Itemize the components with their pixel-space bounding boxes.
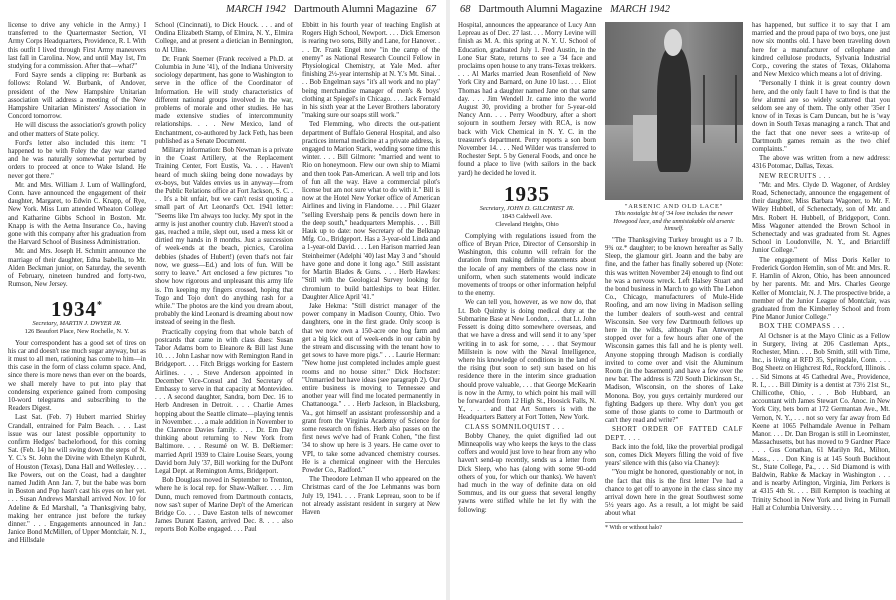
paragraph: "Personally I think it is great country down here, and the only fault I have to find is that the few alumni are so widely scattered that you seldom see any of them. The only other '35er I know of in Texas is Cam Duncan, but he is 'way down in South Texas managing a ranch. That and the fact that one never sees a write-up of Dartmouth games remain as the two chief complaints." [752, 80, 890, 154]
paragraph: School (Cincinnati), to Dick Houck. . . . and of Ondina Elizabeth Stamp, of Elmira, N. Y., Elmira College, and at present a dietician in Bennington, to Al Uline. [155, 22, 293, 54]
paragraph: He will discuss the association's growth policy and other matters of State policy. [8, 122, 146, 138]
paragraph: Dr. Frank Snerner (Frank received a Ph.D. at Columbia in June '41), of the Indiana University sociology department, has gone to Washington to serve in the office of the Coordinator of Information. He will study characteristics of different national groups involved in the war, problems of morale and other studies. He has made extensive studies of intercommunity relationships. . . . New Mexico, land of Enchantment, co-authored by Jack Feth, has been published as a Senate Document. [155, 55, 293, 145]
header-magazine: Dartmouth Alumni Magazine [293, 4, 418, 15]
paragraph: Jake Hekma: "Still district manager of the power company in Madison County, Ohio. Two daughters, one in the first grade. Only scoop is that we now own a 150-acre one hog farm and get a big kick out of week-ends in our cabin by the stream and discussing with the tenant how to get sows to have more pigs." . . . Laurie Herman: "New home just completed includes ample guest rooms and no house sitter." Dick Hochster: "Unmarried but have ideas (see paragraph 2). Our entire business is moving to Tennessee and another year will find me located permanently in Chattanooga." . . . Herb Jackson, in Blacksburg, Va., got himself an assistant professorship and a grant from the Virginia Academy of Science for some research on fishes. Herb also passes on the first news we've had of Frank Cohen, "the first '34 to show up here is 3 years. He came over to VPI, to take some advanced chemistry courses. He is a chemical engineer with the Hercules Powder Co., Radford." [302, 302, 440, 474]
paragraph: We can tell you, however, as we now do, that Lt. Bob Quimby is doing medical duty at the Submarine Base at New London, . . . that Lt. John Fessett is doing ditto somewhere overseas, and that we have a dress and will send it to any 'sper writing in to ask for some, . . . that Seymour Millstein is now with the Naval Intelligence, where his knowledge of conditions in the land of the rising (but soon to set) sun based on his residence there in the interim since graduation should prove valuable, . . . that George McKearin is now in the Army, to which point his mail will be forwarded from 12 High St., Hoosick Falls, N. Y., . . . and that Art Somers is with the Headquarters Battery at Fort Totten, New York. [458, 299, 596, 422]
class-1935-heading [458, 183, 596, 229]
paragraph: has happened, but suffice it to say that I am married and the proud papa of two boys, one just now six months old. I have been traveling down here for a manufacturer of cellophane and kindred cellulose products, Sylvania Industrial Corp., covering the states of Texas, Oklahoma and New Mexico which means a lot of driving. [752, 22, 890, 79]
paragraph: The Theodore Lehman II who appeared on the Christmas card of the Joe Lehmanns was born July 19, 1941. . . . Frank Lepreau, soon to be if not already assistant resident in surgery at New Haven [302, 476, 440, 516]
right-column-3 [752, 22, 890, 598]
photo-railing [703, 75, 737, 143]
class-address: 1843 Caldwell Ave. [501, 212, 553, 220]
section-heading: BOX THE COMPASS . . . [759, 323, 845, 331]
left-column-3 [302, 22, 440, 598]
class-secretary: Secretary, JOHN D. GILCHRIST JR. [479, 204, 575, 212]
footnote: * With or without halo? [605, 522, 743, 531]
class-year-star: * [97, 299, 103, 311]
left-column-1 [8, 22, 146, 598]
class-address: 126 Beaufort Place, New Rochelle, N. Y. [24, 327, 130, 335]
paragraph: Back into the fold, like the proverbial prodigal son, comes Dick Meyers filling the void of five years' silence with this (also via Chaney): [605, 443, 743, 468]
left-page [0, 0, 446, 600]
left-column-2 [155, 22, 293, 598]
paragraph: license to drive any vehicle in the Army.) I transferred to the Quartermaster Section, VI Army Corps Headquarters, Providence, R. I. With this outfit I lived through First Army maneuvers last fall in Carolina. Now, and until May 1st, I'm studying for a commission. After that—what?" [8, 22, 146, 71]
class-1934-heading [8, 295, 146, 336]
section-heading: SHORT ORDER OF FATTED CALF DEPT. . . . [605, 426, 743, 442]
page-number: 68 [460, 4, 471, 15]
photo-person [657, 47, 690, 172]
paragraph: Mr. and Mrs. Joseph H. Schmitt announce the marriage of their daughter, Edna Isabella, to Mr. Alden Beckman junior, on Saturday, the seventh of February, nineteen hundred and forty-two, Rumson, New Jersey. [8, 248, 146, 289]
paragraph: Ford's letter also included this item: "I happened to be with Foley the day war started and he was naturally somewhat perturbed by orders to proceed at once to Wake Island. He never got there." [8, 139, 146, 180]
class-year-number: 1934 [51, 296, 97, 321]
header-month: MARCH 1942 [610, 4, 670, 15]
photo-caption-text: This nostalgic bit of '34 love includes the newer Howgood lace, and the unmistakable old arsenic himself. [613, 210, 735, 233]
class-secretary: Secretary, MARTIN J. DWYER JR. [32, 319, 122, 327]
paragraph: Last Sat. (Feb. 7) Hubert married Shirley Crandall, entrained for Palm Beach. . . . Last issue was our latest possible opportunity to confirm Hedges' bachelorhood, for this coming Sat. (Feb. 14) he will swing down the steps of N. Y. C.'s St. John the Divine with Ethelyn Kuhrdt, of Houston (Texas), Dana Hall and Wellesley. . . . Ike Powers, out on the Coast, had a daughter named Judith Ann Jan. 7, but the babe was born in Boston and Pop hasn't cast his eyes on her yet. . . . Susan Andrews Marshall arrived Nov. 10 for Adeline & Ed Marshall, "a Thanksgiving baby, making her entrance just before the turkey dinner." . . . Engagements announced in Jan.: Janice Bond McMillen, of Upper Montclair, N. J., and Hillsdale [8, 414, 146, 545]
paragraph: Practically copying from that whole batch of postcards that came in with class dues: Susan Tabor Adams born to Eleanore & Bill last June 10. . . . John Lashar now with Remington Rand in Bridgeport. . . . Fitch Briggs working for Eastern Airlines. . . . Steve Anderson appointed in December Vice-Consul and 3rd Secretary of Embassy to serve in that capacity at Montevideo. . . . A second daughter, Sandra, born Dec. 16 to Herb Andresen in Detroit. . . . Charlie Ames hopping about the Seattle climate—playing tennis in November. . . . a male addition in November to the Clarence Davies family. . . . Dr. Em Day thinking about returning to New York from Baltimore. . . . Resumé on W. B. DeRiemer: married April 1939 to Claire Louise Sears, young David born July '37, Bill working for the DuPont Legal Dept. at Remington Arms, Bridgeport. [155, 328, 293, 475]
photo-person-head [664, 29, 682, 56]
paragraph: Mr. and Mrs. William J. Lum of Wallingford, Conn. have announced the engagement of their daughter, Margaret, to Edwin C. Knapp, of Rye, New York. Miss Lum attended Wheaton College and Katharine Gibbs School in Boston. Mr. Knapp is with the Aetna Insurance Co., having gone with this company after his graduation from the Harvard School of Business Administration. [8, 181, 146, 247]
paragraph: Military information: Bob Newman is a private in the Coast Artillery, at the Replacement Training Center, Fort Eustis, Va. . . . Haven't heard of much skiing being done nowadays by ex-boys, but Valdes envies us in anyway—from the Public Relations office at Fort Jackson, S. C. . . . It's a bit unfair, but we can't resist quoting a small part of Art Leonard's Oct. 1941 letter: "Seems like I'm always too lucky. My spot in the army is just another country club. Haven't stood a gas, reached a mile, slept out, used a mess kit or dirtied my hands in 8 months. Just a succession of week-ends at the beach, picnics, Carolina debbies (shades of Hubert!) (even that's not fair now, we guess—Ed.) and lots of fun. Will be sorry to leave." Art enclosed a few pictures "to show how rigorous and unpleasant this army life is. I'm keeping my fingers crossed, hoping that Togo and Tojo don't do anything rash for a while." The photos are the kind you dream about, probably the kind Leonard is dreaming about now instead of seeing in the flesh. [155, 147, 293, 327]
class-city: Cleveland Heights, Ohio [495, 220, 559, 228]
paragraph: Complying with regulations issued from the office of Bryan Price, Director of Censorship in Washington, this column will refrain for the duration from making definite statements about the locale of any members of the class now in uniform, when such statements would indicate movements of troops or other information helpful to the enemy. [458, 232, 596, 298]
right-page-header [460, 4, 670, 18]
page-number: 67 [425, 4, 436, 15]
photo-caption-title: "ARSENIC AND OLD LACE" [624, 203, 724, 210]
paragraph: Ford Sayre sends a clipping re: Burbank as follows: Roland W. Burbank, of Andover, president of the New Hampshire Unitarian association will address a meeting of the New Hampshire Unitarian Ministers' Association in Concord tomorrow. [8, 72, 146, 121]
paragraph: "You might be honored, questionably or not, in the fact that this is the first letter I've had a chance to get off to anyone in the class since my arrival down here in the great Southwest some 5½ years ago. As a result, a lot might be said about what [605, 469, 743, 518]
right-columns [458, 22, 890, 598]
header-magazine: Dartmouth Alumni Magazine [478, 4, 603, 15]
paragraph: The above was written from a new address: 4316 Potomac, Dallas, Texas. [752, 155, 890, 171]
class-year-number: 1935 [504, 181, 550, 206]
paragraph: Ebbitt in his fourth year of teaching English at Rogers High School, Newport. . . . Dick Emerson is rearing two sons, Billy and Lane, for Hanover. . . . Dr. Frank Engel now "in the camp of the enemy" as National Research Council Fellow in Physiological Chemistry, at Yale Med. after finishing 2½-year internship at N. Y.'s Mt. Sinai. . . . Bob Engelman says "it's all work and no play" being merchandise manager of men's & boys' clothing at Spiegel's in Chicago. . . . Jack Fernald in his sixth year at the Lever Brothers laboratory "making sure our soaps still work." [302, 22, 440, 120]
section-heading: CLASS SOMNILOQUIST . . . [465, 423, 565, 431]
paragraph: "The Thanksgiving Turkey brought us a 7 lb. 9¾ oz.* daughter; to be known hereafter as Sally Sleep, the glamour girl. Joann and the baby are fine, and the father has finally sobered up (Note: this was written November 24) enough to find out he was a nervous wreck. Left Halsey Stuart and the bond business in March to go with The Lehon Co., Chicago, manufacturers of Mule-Hide Roofing, and am now living in Madison selling the lumber dealers of south-west and central Wisconsin. See very few Dartmouth fellows up here in the wilds, although Fan Antwerpen stopped over for a few hours after one of the Wisconsin games this fall and he is plenty well. Anyone stopping through Madison is cordially invited to come over and visit the Aluminum Room (in the basement) and have a few over the new bar. The address is 720 South Dickinson St., Madison, Wisconsin, on the shores of Lake Monona. Boy, you guys certainly murdered our fighting Badgers up there. Why don't you get some of those giants to come to Dartmouth or can't they read and write?" [605, 236, 743, 425]
paragraph: Bob Douglass moved in September to Trenton, where he is local rep. for Shaw-Walker. . . . Jim Dunn, much removed from Dartmouth contacts, now sas't super of Marine Dep't of the American Bridge Co. . . . Dave Easton tells of newcomer James Durant Easton, arrived Dec. 8. . . . also reports Bob Kolbe engaged. . . . Paul [155, 477, 293, 534]
paragraph: The engagement of Miss Doris Keller to Frederick Gordon Hemlin, son of Mr. and Mrs. R. F. Hamlin of Akron, Ohio, has been announced by her parents. Mr. and Mrs. Charles George Keller of Montclair, N. J. The prospective bride, a member of the Junior League of Montclair, was graduated from the Kimberley School and from Pine Manor Junior College." [752, 256, 890, 322]
section-heading: NEW RECRUITS . . . [759, 172, 831, 180]
arsenic-old-lace-photo [605, 22, 743, 200]
header-month: MARCH 1942 [226, 4, 286, 15]
left-columns [8, 22, 440, 598]
paragraph: Bobby Chaney, the quiet dignified lad out Minneapolis way who keeps the keys to the class coffers and would just love to hear from any who haven't send-up recently, sends us a letter from Dick Sleep, who has (along with some 90-odd others of you, for which our thanks). We haven't had much in the way of definite data on old Sommus, and its our guess that several lengthy yawns were stifled while he let fly with the following: [458, 432, 596, 514]
paragraph: "Mr. and Mrs. Clyde D. Wagoner, of Ardsley Road, Schenectady, announce the engagement of their daughter, Miss Barbara Wagoner, to Mr. F. Wiley Hubbell, of Schenectady, son of Mr. and Mrs. Robert H. Hubbell, of Bridgeport, Conn. Miss Wagoner attended the Brown School in Schenectady and was graduated from St. Agnes School in Loudonville, N. Y., and Briarcliff Junior College." [752, 181, 890, 255]
photo-caption [605, 203, 743, 233]
paragraph: Hospital, announces the appearance of Lucy Ann Lepreau as of Dec. 27 last. . . . Morry Levine will finish as M. A. this spring at N. Y. U. School of Education, graduated July 1. Fred Austin, in the Lone Star State, returns to see a '34 face and proclaims open house to any trans-Texas trekkers. . . . Al Marks married Jean Rosenfield of New York City and Barnard, on June 10 last. . . . Eliot Thomas had a daughter named Jane on that same day. . . . Jim Wendell Jr. came into the world August 30, providing a brother for 5-year-old Nancy Ann. . . . Perry Woodbury, after a short sojourn in southern Jersey with RCA, is now back with Vick Chemical in N. Y. C. in the treasurer's department. Perry reports a son born November 14. . . . Ned Wilder was transferred to Rochester Sept. 5 by General Foods, and once he found a place to live (with sailors in the back yard) he decided he loved it. [458, 22, 596, 177]
paragraph: Ted Flemming, who directs the out-patient department of Buffalo General Hospital, and also practices internal medicine at a private address, is engaged to Marion Stark, wedding some time this winter. . . . Bill Gilmore: "married and went to Rio on honeymoon. Flew our own ship to Miami and then took Pan-American. A well trip and lots of fun all the way. Have a commercial pilot's license but am not sure what to do with it." Bill is now at the Hotel New Yorker office of American Airlines and living in Flandome. . . . Phil Glazer "selling Evershaip pens & pencils down here in the deep south," headquarters Memphis. . . . Bill Hauk up to date: now Secretary of the Belknap Mfg. Co., Bridgeport. Has a 3-year-old Linda and a 1-year-old David. . . . Len Harison married Jean Steinheimer (Adelphi '40) last May 3 and "should have gone and done it long ago." Still assistant for Martin Blades & Guns. . . . Herb Hawkes: "Still with the Geological Survey looking for chromium to build battleships to beat Hitler. Daughter Alice April '41." [302, 121, 440, 301]
paragraph: Your correspondent has a good set of tires on his car and doesn't use much sugar anyway, but as it must to all men, rationing has come to him—in this case in the form of class column space. And, since there is more news than ever on the boards, we shall merely have to put into play that condensing experience gained from composing 10-word telegrams and subscribing to the Readers Digest. [8, 339, 146, 413]
paragraph: Al Ochsner is at the Mayo Clinic as a Fellow in Surgery, living at 206 Castleman Apts., Rochester, Minn. . . . Bob Smith, still with Time, Inc., is living at RFD 35, Springdale, Conn. . . . Bog Sheetz on Highcrest Rd., Rockford, Illinois. . . . Sid Simons at 45 Cathedral Ave., Providence, R. I., . . . Bill Dimity is a dentist at 73½ 21st St., Chillicothe, Ohio, . . . Bob Hubbard, an accountant with James Stewart Co. Anoc. in New York City, bets born at 172 Germantan Ave., Mt. Vernon, N. Y., . . . not so very far away from Ed Keene at 1065 Pelhamdale Avenue in Pelham Manor. . . . Dr. Dan Brogan is still in Leominster, Massachusetts, but has moved to 9 Gardner Place . . . Gus Conathan, 61 Marilyn Rd., Milton, Mass., . . . Don King is at 145 South Buckhout St., State College, Pa., . . . Sid Diamond is with Baldwin, Rabke & Mackay in Washington . . . and is nearby Arlington, Virginia, Jim Perkers is at 4315 4th St. . . . Bill Kempton is teaching at Trinity School in New York and living in Furnall Hall at Columbia University. . . . [752, 332, 890, 512]
photo-bag [633, 115, 658, 161]
right-column-1 [458, 22, 596, 598]
class-year [8, 295, 146, 320]
right-page [450, 0, 896, 600]
left-page-header [226, 4, 436, 18]
right-column-2 [605, 22, 743, 598]
